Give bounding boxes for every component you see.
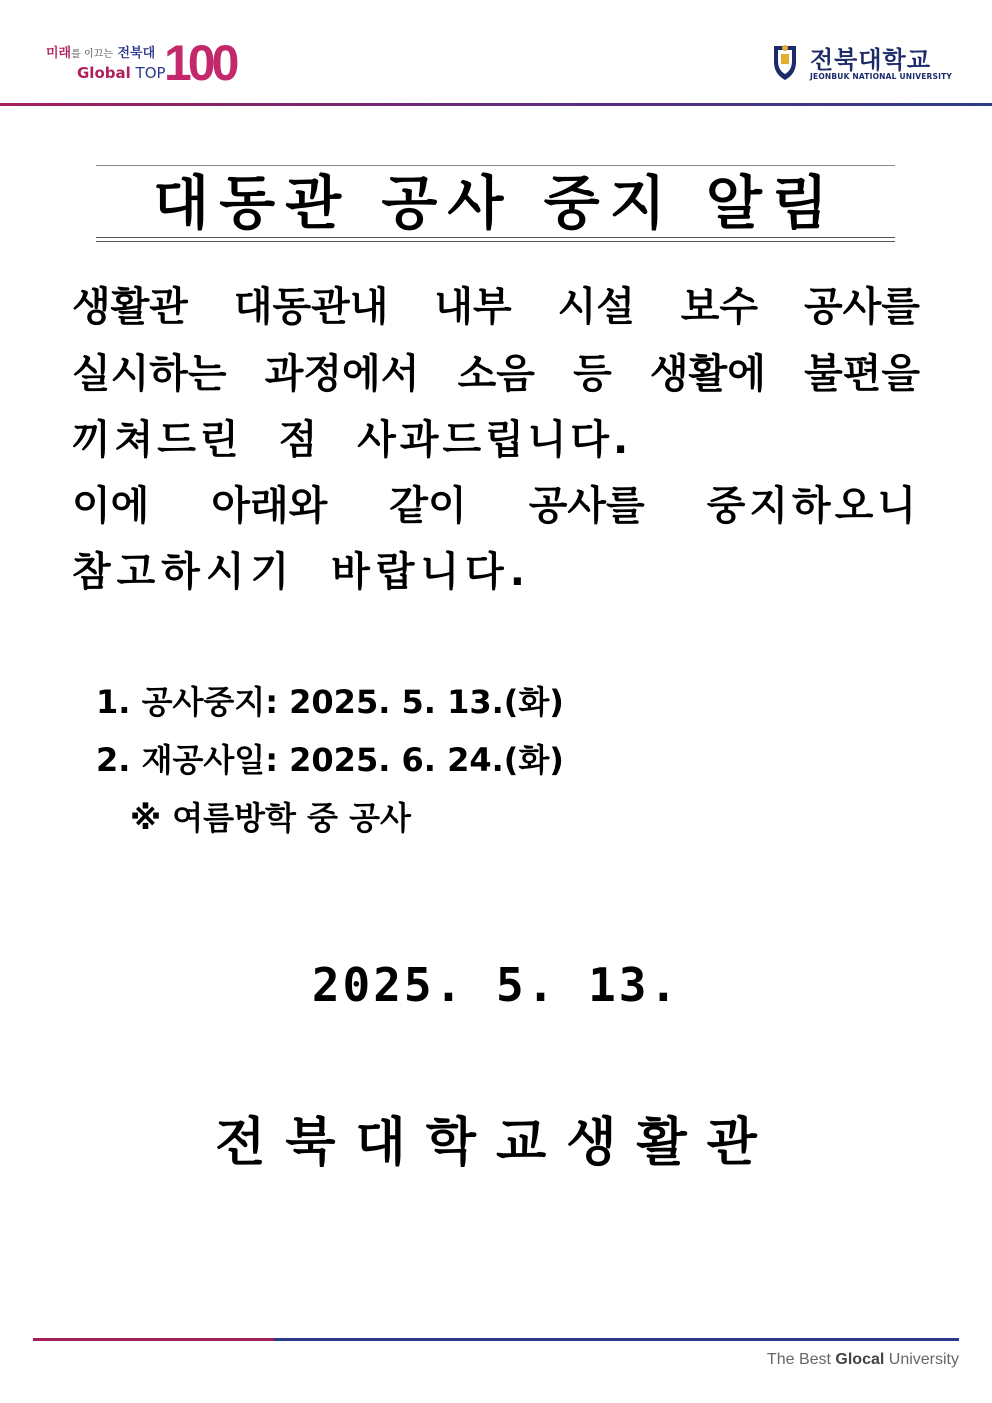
word: 불편을 (804, 351, 920, 397)
word: 실시하는 (72, 351, 227, 397)
word: 소음 (457, 351, 535, 397)
university-emblem-icon (770, 42, 800, 82)
word: 내부 (434, 284, 512, 330)
word: 공사를 (528, 483, 645, 529)
paragraph-line-5 (72, 549, 920, 595)
word: 점 (278, 417, 322, 463)
word: 보수 (680, 284, 759, 330)
footer-bold: Glocal (835, 1351, 885, 1368)
word: 시설 (557, 284, 635, 330)
slogan-small: 를 이끄는 (71, 49, 113, 60)
slogan-line1 (46, 42, 155, 61)
slogan-100: 100 (164, 35, 236, 91)
slogan-top: TOP (135, 64, 166, 82)
schedule-item-stop: 1. 공사중지: 2025. 5. 13.(화) (96, 683, 564, 721)
word: 같이 (389, 483, 467, 529)
paragraph-line-1 (72, 284, 920, 330)
paragraph-line-4 (72, 483, 920, 529)
word: 공사를 (804, 284, 920, 330)
notice-title: 대동관 공사 중지 알림 (153, 169, 838, 237)
word: 바랍니다. (331, 549, 531, 595)
footer-prefix: The Best (766, 1351, 836, 1368)
title-rule-top (96, 165, 895, 166)
word: 끼쳐드린 (72, 417, 243, 463)
word: 중지하오니 (706, 483, 920, 529)
notice-signer: 전북대학교생활관 (215, 1113, 777, 1173)
word: 과정에서 (264, 351, 420, 397)
notice-date: 2025. 5. 13. (311, 958, 681, 1012)
footer-divider (33, 1338, 959, 1341)
header-divider (0, 103, 992, 106)
word: 생활관 (72, 284, 188, 330)
word: 생활에 (649, 351, 766, 397)
paragraph-line-3 (72, 417, 920, 463)
paragraph-line-2 (72, 351, 920, 397)
slogan-mirae: 미래 (46, 46, 72, 61)
university-name-kr: 전북대학교 (810, 46, 931, 74)
word: 대동관내 (233, 284, 389, 330)
footer-tagline (767, 1351, 959, 1369)
university-name-en: JEONBUK NATIONAL UNIVERSITY (810, 72, 953, 81)
slogan-univ: 전북대 (117, 46, 156, 61)
title-rule-bottom-1 (96, 237, 895, 238)
schedule-note: ※ 여름방학 중 공사 (130, 799, 411, 837)
word: 등 (573, 351, 612, 397)
footer-suffix: University (884, 1351, 959, 1368)
schedule-item-resume: 2. 재공사일: 2025. 6. 24.(화) (96, 741, 564, 779)
title-rule-bottom-2 (96, 241, 895, 242)
word: 참고하시기 (72, 549, 296, 595)
slogan-global: Global (77, 64, 131, 82)
word: 사과드립니다. (357, 417, 633, 463)
slogan-line2 (77, 64, 166, 82)
word: 아래와 (211, 483, 328, 529)
word: 이에 (72, 483, 150, 529)
slogan-logo (46, 35, 246, 91)
university-logo (770, 40, 953, 86)
